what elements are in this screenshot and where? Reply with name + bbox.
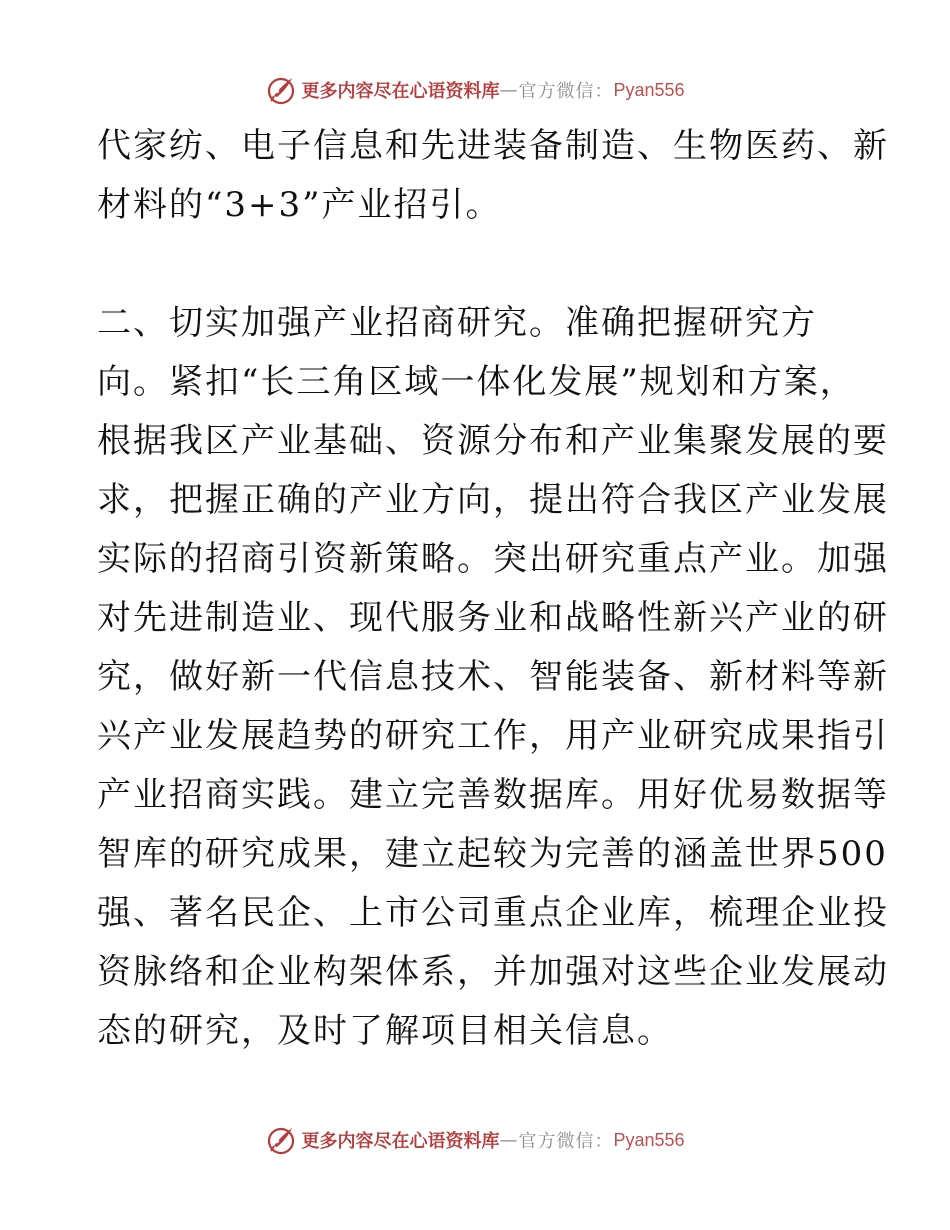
body-line: 资脉络和企业构架体系，并加强对这些企业发展动 [97,952,889,992]
quill-logo-icon [265,74,297,106]
footer-watermark [0,1120,950,1160]
watermark-wechat-label: 官方微信： [518,81,614,102]
body-line: 究，做好新一代信息技术、智能装备、新材料等新 [97,657,889,697]
body-line [97,235,857,294]
body-line: 代家纺、电子信息和先进装备制造、生物医药、新 [97,126,889,166]
body-line: 向。紧扣“长三角区域一体化发展”规划和方案， [97,362,856,402]
header-watermark [0,70,950,110]
body-line: 实际的招商引资新策略。突出研究重点产业。加强 [97,539,889,579]
body-line: 二、切实加强产业招商研究。准确把握研究方 [97,303,817,343]
watermark-dash: — [499,79,519,101]
body-line: 材料的“3+3”产业招引。 [97,185,502,225]
body-line: 根据我区产业基础、资源分布和产业集聚发展的要 [97,421,889,461]
document-body [97,117,889,1061]
watermark-brand: 更多内容尽在心语资料库 [301,1131,500,1152]
body-line: 对先进制造业、现代服务业和战略性新兴产业的研 [97,598,889,638]
body-line: 兴产业发展趋势的研究工作，用产业研究成果指引 [97,716,889,756]
body-line: 态的研究，及时了解项目相关信息。 [97,1011,673,1051]
watermark-brand: 更多内容尽在心语资料库 [301,81,500,102]
body-line: 强、著名民企、上市公司重点企业库，梳理企业投 [97,893,889,933]
body-line: 求，把握正确的产业方向，提出符合我区产业发展 [97,480,889,520]
body-line: 产业招商实践。建立完善数据库。用好优易数据等 [97,775,889,815]
watermark-dash: — [499,1129,519,1151]
quill-logo-icon [265,1124,297,1156]
watermark-wechat-id: Pyan556 [613,1129,685,1150]
watermark-wechat-label: 官方微信： [518,1131,614,1152]
watermark-wechat-id: Pyan556 [613,79,685,100]
body-line: 智库的研究成果，建立起较为完善的涵盖世界500 [97,834,888,874]
